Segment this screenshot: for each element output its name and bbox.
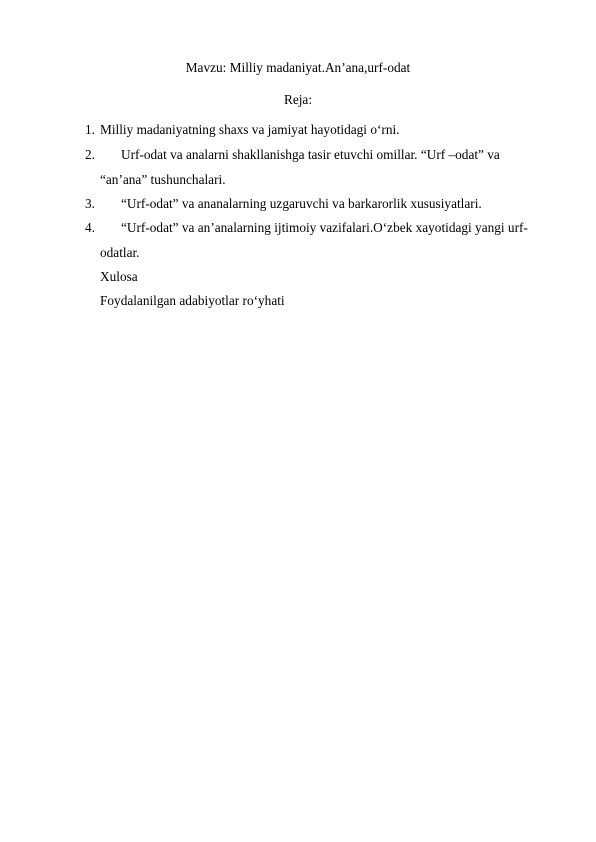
- document-subtitle: Reja:: [283, 92, 313, 107]
- list-item-number: 4.: [85, 220, 95, 235]
- list-item-number: 3.: [85, 196, 95, 211]
- list-item-number: 2.: [85, 147, 95, 162]
- conclusion-line: Xulosa: [100, 269, 138, 284]
- list-item-number: 1.: [85, 122, 95, 137]
- list-item-text: Milliy madaniyatning shaxs va jamiyat hayotidagi o‘rni.: [100, 122, 400, 137]
- document-title: Mavzu: Milliy madaniyat.An’ana,urf-odat: [185, 60, 411, 75]
- list-item-text-continued: odatlar.: [100, 245, 140, 260]
- list-item-text: Urf-odat va analarni shakllanishga tasir etuvchi omillar. “Urf –odat” va: [121, 147, 500, 162]
- references-line: Foydalanilgan adabiyotlar ro‘yhati: [100, 293, 285, 308]
- list-item-text: “Urf-odat” va an’analarning ijtimoiy vazifalari.O‘zbek xayotidagi yangi urf-: [121, 220, 528, 235]
- list-item-text: “Urf-odat” va ananalarning uzgaruvchi va barkarorlik xususiyatlari.: [121, 196, 482, 211]
- list-item-text-continued: “an’ana” tushunchalari.: [100, 172, 226, 187]
